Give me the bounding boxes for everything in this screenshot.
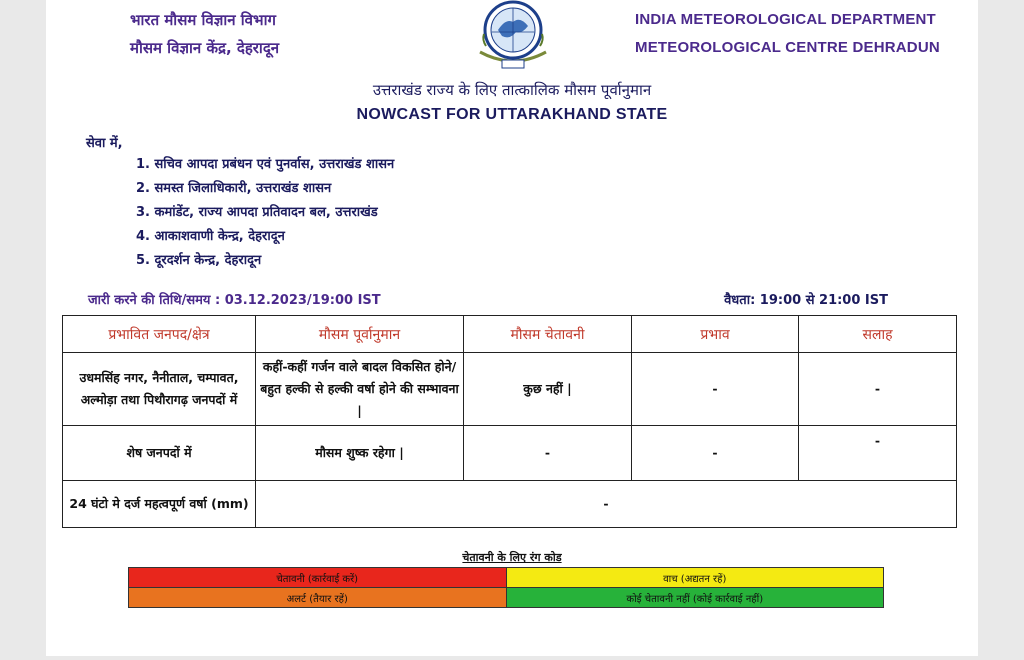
table-header-row: [63, 316, 957, 353]
recipients-list: [136, 153, 394, 273]
centre-name-english: METEOROLOGICAL CENTRE DEHRADUN: [635, 39, 940, 56]
legend-warning-red: चेतावनी (कार्रवाई करें): [129, 568, 507, 588]
cell-warning: कुछ नहीं |: [464, 353, 632, 426]
list-item: 3. कमांडेंट, राज्य आपदा प्रतिवादन बल, उत्तराखंड: [136, 205, 378, 220]
cell-rainfall-label: 24 घंटो मे दर्ज महत्वपूर्ण वर्षा (mm): [63, 481, 256, 528]
org-name-english: INDIA METEOROLOGICAL DEPARTMENT: [635, 11, 936, 28]
cell-area: उधमसिंह नगर, नैनीताल, चम्पावत, अल्मोड़ा तथा पिथौरागढ़ जनपदों में: [63, 353, 256, 426]
color-code-legend: [128, 567, 884, 608]
cell-forecast: कहीं-कहीं गर्जन वाले बादल विकसित होने/ बहुत हल्की से हल्की वर्षा होने की सम्भावना |: [256, 353, 464, 426]
list-item: 4. आकाशवाणी केन्द्र, देहरादून: [136, 229, 285, 244]
nowcast-title-hindi: उत्तराखंड राज्य के लिए तात्कालिक मौसम पूर्वानुमान: [372, 81, 652, 99]
list-item: 5. दूरदर्शन केन्द्र, देहरादून: [136, 253, 262, 268]
document-page: [46, 0, 978, 656]
header-impact: प्रभाव: [632, 316, 799, 353]
legend-alert-orange: अलर्ट (तैयार रहें): [129, 588, 507, 608]
org-name-hindi: भारत मौसम विज्ञान विभाग: [130, 11, 276, 29]
cell-warning: -: [464, 426, 632, 481]
list-item: 2. समस्त जिलाधिकारी, उत्तराखंड शासन: [136, 181, 332, 196]
cell-impact: -: [632, 426, 799, 481]
header-advice: सलाह: [799, 316, 957, 353]
recipients-label: सेवा में,: [86, 136, 123, 151]
validity-period: वैधता: 19:00 से 21:00 IST: [724, 293, 888, 308]
cell-advice: -: [799, 426, 957, 481]
header-forecast: मौसम पूर्वानुमान: [256, 316, 464, 353]
imd-logo-icon: [472, 0, 554, 76]
color-code-title: चेतावनी के लिए रंग कोड: [462, 551, 562, 564]
cell-forecast: मौसम शुष्क रहेगा |: [256, 426, 464, 481]
table-row: [63, 481, 957, 528]
issue-date-time: जारी करने की तिथि/समय : 03.12.2023/19:00 IST: [88, 293, 381, 308]
cell-impact: -: [632, 353, 799, 426]
legend-watch-yellow: वाच (अद्यतन रहें): [506, 568, 884, 588]
header-affected-area: प्रभावित जनपद/क्षेत्र: [63, 316, 256, 353]
header-warning: मौसम चेतावनी: [464, 316, 632, 353]
centre-name-hindi: मौसम विज्ञान केंद्र, देहरादून: [130, 39, 280, 57]
forecast-table: [62, 315, 957, 528]
nowcast-title-english: NOWCAST FOR UTTARAKHAND STATE: [356, 106, 668, 123]
legend-no-warning-green: कोई चेतावनी नहीं (कोई कार्रवाई नहीं): [506, 588, 884, 608]
table-row: [63, 353, 957, 426]
cell-rainfall-value: -: [256, 481, 957, 528]
cell-area: शेष जनपदों में: [63, 426, 256, 481]
table-row: [63, 426, 957, 481]
list-item: 1. सचिव आपदा प्रबंधन एवं पुनर्वास, उत्तराखंड शासन: [136, 157, 395, 172]
cell-advice: -: [799, 353, 957, 426]
